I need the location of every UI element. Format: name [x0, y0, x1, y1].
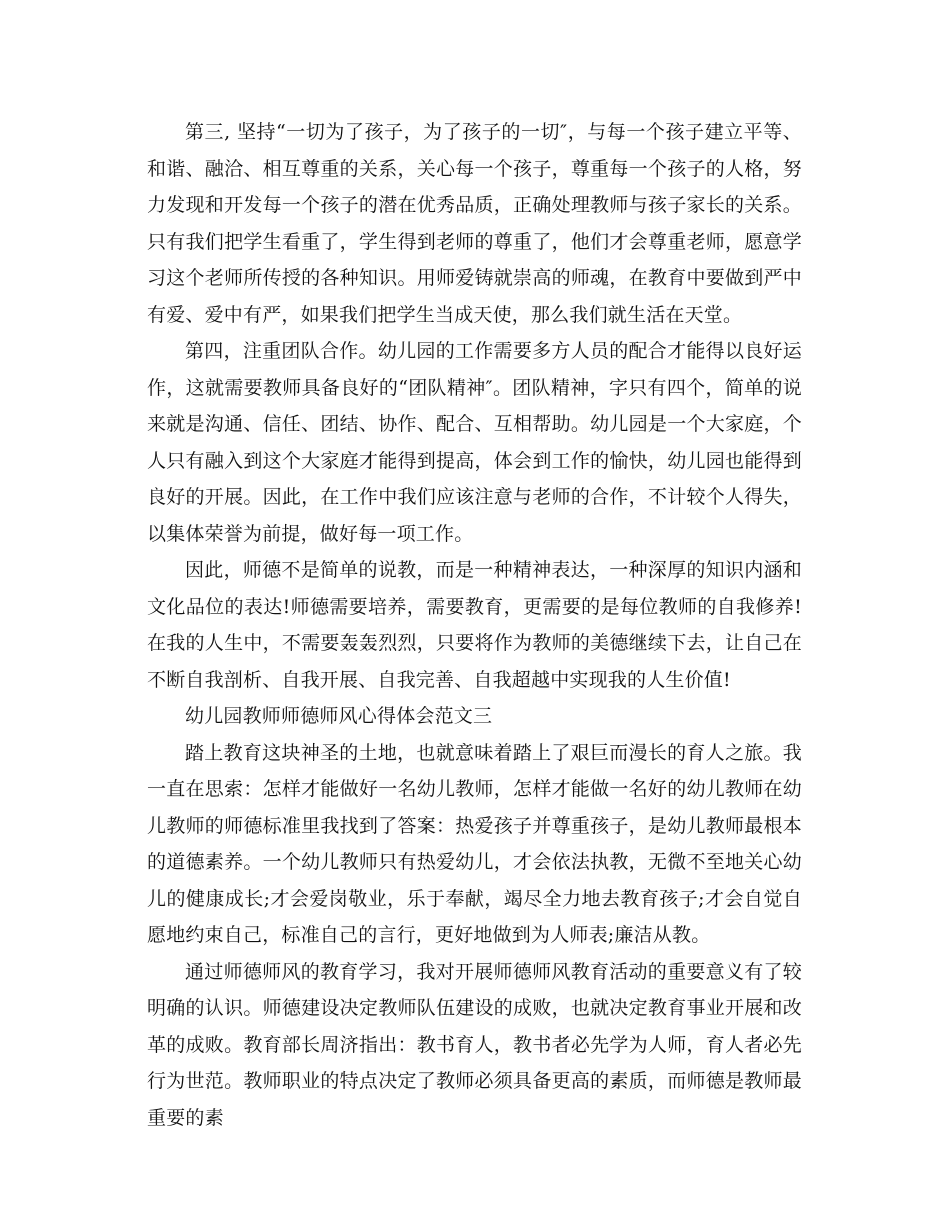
paragraph-conclusion: 因此，师德不是简单的说教，而是一种精神表达，一种深厚的知识内涵和文化品位的表达!师德需要培养，需要教育，更需要的是每位教师的自我修养!在我的人生中，不需要轰轰烈烈，只要将作为教师的美德继续下去，让自己在不断自我剖析、自我开展、自我完善、自我超越中实现我的人生价值! — [147, 559, 802, 691]
section-heading: 幼儿园教师师德师风心得体会范文三 — [185, 705, 493, 727]
paragraph-fourth-principle: 第四，注重团队合作。幼儿园的工作需要多方人员的配合才能得以良好运作，这就需要教师具备良好的“团队精神″。团队精神，字只有四个，简单的说来就是沟通、信任、团结、协作、配合、互相帮助。幼儿园是一个大家庭，个人只有融入到这个大家庭才能得到提高，体会到工作的愉快，幼儿园也能得到良好的开展。因此，在工作中我们应该注意与老师的合作，不计较个人得失，以集体荣誉为前提，做好每一项工作。 — [147, 340, 802, 545]
document-body — [147, 114, 802, 1136]
paragraph-education-journey: 踏上教育这块神圣的土地，也就意味着踏上了艰巨而漫长的育人之旅。我一直在思索：怎样才能做好一名幼儿教师，怎样才能做一名好的幼儿教师在幼儿教师的师德标准里我找到了答案：热爱孩子并尊重孩子，是幼儿教师最根本的道德素养。一个幼儿教师只有热爱幼儿，才会依法执教，无微不至地关心幼儿的健康成长;才会爱岗敬业，乐于奉献，竭尽全力地去教育孩子;才会自觉自愿地约束自己，标准自己的言行，更好地做到为人师表;廉洁从教。 — [147, 741, 802, 946]
paragraph-third-principle: 第三, 坚持“一切为了孩子，为了孩子的一切″，与每一个孩子建立平等、和谐、融洽、相互尊重的关系，关心每一个孩子，尊重每一个孩子的人格，努力发现和开发每一个孩子的潜在优秀品质，正确处理教师与孩子家长的关系。只有我们把学生看重了，学生得到老师的尊重了，他们才会尊重老师，愿意学习这个老师所传授的各种知识。用师爱铸就崇高的师魂，在教育中要做到严中有爱、爱中有严，如果我们把学生当成天使，那么我们就生活在天堂。 — [147, 121, 802, 326]
paragraph-study-reflection: 通过师德师风的教育学习，我对开展师德师风教育活动的重要意义有了较明确的认识。师德建设决定教师队伍建设的成败，也就决定教育事业开展和改革的成败。教育部长周济指出：教书育人，教书者必先学为人师，育人者必先行为世范。教师职业的特点决定了教师必须具备更高的素质，而师德是教师最重要的素 — [147, 960, 802, 1129]
